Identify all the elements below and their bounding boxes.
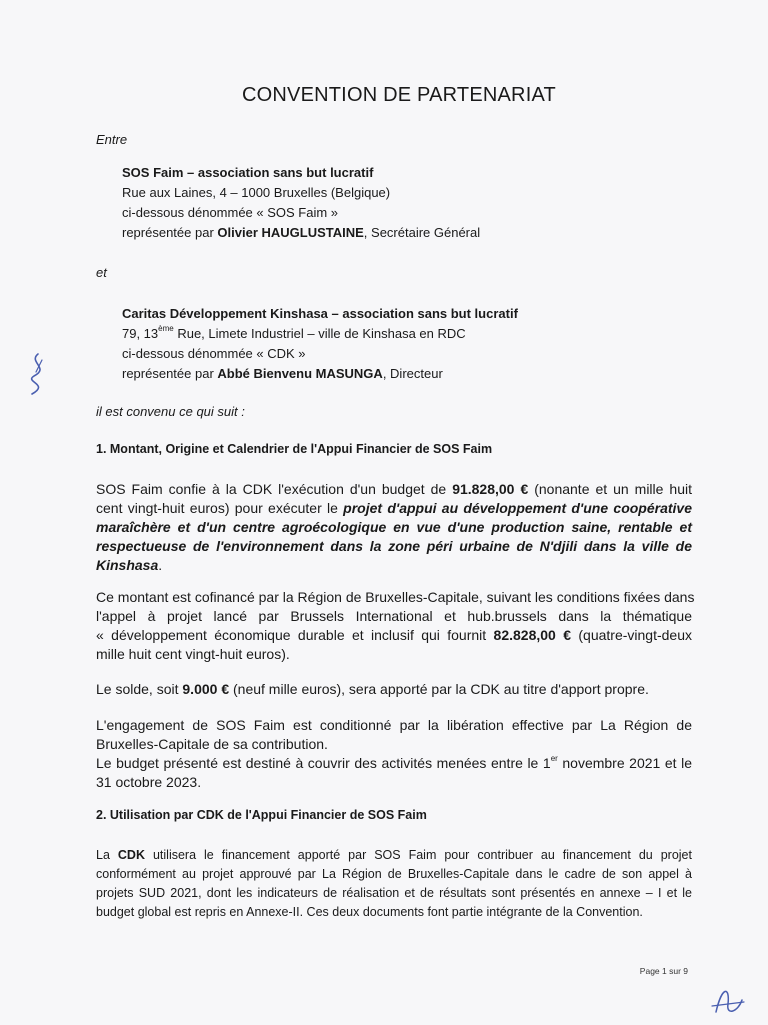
document-title: CONVENTION DE PARTENARIAT — [242, 84, 556, 106]
party2-representative: représentée par Abbé Bienvenu MASUNGA, Directeur — [122, 366, 443, 381]
section1-paragraph-budget: SOS Faim confie à la CDK l'exécution d'un budget de 91.828,00 € (nonante et un mille huit cent vingt-huit euros) pour exécuter le projet d'appui au développement d'une coopérative maraîchère et d'un centre agroécologique en vue d'une production saine, rentable et respectueuse de l'environnement dans la zone péri urbaine de N'djili dans la ville de Kinshasa. — [96, 481, 692, 573]
party2-name: Caritas Développement Kinshasa – association sans but lucratif — [122, 306, 518, 321]
entre-label: Entre — [96, 132, 128, 147]
party2-rep-name: Abbé Bienvenu MASUNGA — [217, 366, 383, 381]
party-cdk — [122, 304, 518, 384]
et-label: et — [96, 265, 107, 280]
party2-alias: ci-dessous dénommée « CDK » — [122, 346, 306, 361]
section2-paragraph-usage: La CDK utilisera le financement apporté par SOS Faim pour contribuer au financement du projet conformément au projet approuvé par La Région de Bruxelles-Capitale dans le cadre de son appel à projets SUD 2021, dont les indicateurs de réalisation et de résultats sont présentés en annexe – I et le budget global est repris en Annexe-II. Ces deux documents font partie intégrante de la Convention. — [96, 848, 692, 919]
party1-name: SOS Faim – association sans but lucratif — [122, 165, 374, 180]
cofinancing-amount: 82.828,00 € — [493, 627, 571, 643]
section1-paragraph-balance: Le solde, soit 9.000 € (neuf mille euros), sera apporté par la CDK au titre d'apport propre. — [96, 681, 649, 697]
party-sos-faim — [122, 163, 480, 243]
party1-alias: ci-dessous dénommée « SOS Faim » — [122, 205, 339, 220]
section1-paragraph-cofinancing: Ce montant est cofinancé par la Région de Bruxelles-Capitale, suivant les conditions fixées dans l'appel à projet lancé par Brussels International et hub.brussels dans la thématique « développement économique durable et inclusif qui fournit 82.828,00 € (quatre-vingt-deux mille huit cent vingt-huit euros). — [96, 589, 695, 662]
page-number: Page 1 sur 9 — [639, 966, 688, 976]
handwritten-signature — [708, 982, 748, 1025]
party1-address: Rue aux Laines, 4 – 1000 Bruxelles (Belgique) — [122, 185, 391, 200]
handwritten-initial-mark — [20, 350, 60, 405]
party2-address: 79, 13ème Rue, Limete Industriel – ville de Kinshasa en RDC — [122, 324, 466, 341]
convenu-text: il est convenu ce qui suit : — [96, 404, 245, 419]
balance-amount: 9.000 € — [182, 681, 230, 697]
party1-rep-name: Olivier HAUGLUSTAINE — [217, 225, 364, 240]
section2-heading: 2. Utilisation par CDK de l'Appui Financier de SOS Faim — [96, 808, 427, 822]
section1-heading: 1. Montant, Origine et Calendrier de l'Appui Financier de SOS Faim — [96, 442, 493, 456]
section1-paragraph-engagement: L'engagement de SOS Faim est conditionné par la libération effective par La Région de Bruxelles-Capitale de sa contribution. Le budget présenté est destiné à couvrir des activités menées entre le 1er novembre 2021 et le 31 octobre 2023. — [96, 717, 692, 790]
budget-amount: 91.828,00 € — [452, 481, 529, 497]
party1-representative: représentée par Olivier HAUGLUSTAINE, Secrétaire Général — [122, 225, 481, 240]
